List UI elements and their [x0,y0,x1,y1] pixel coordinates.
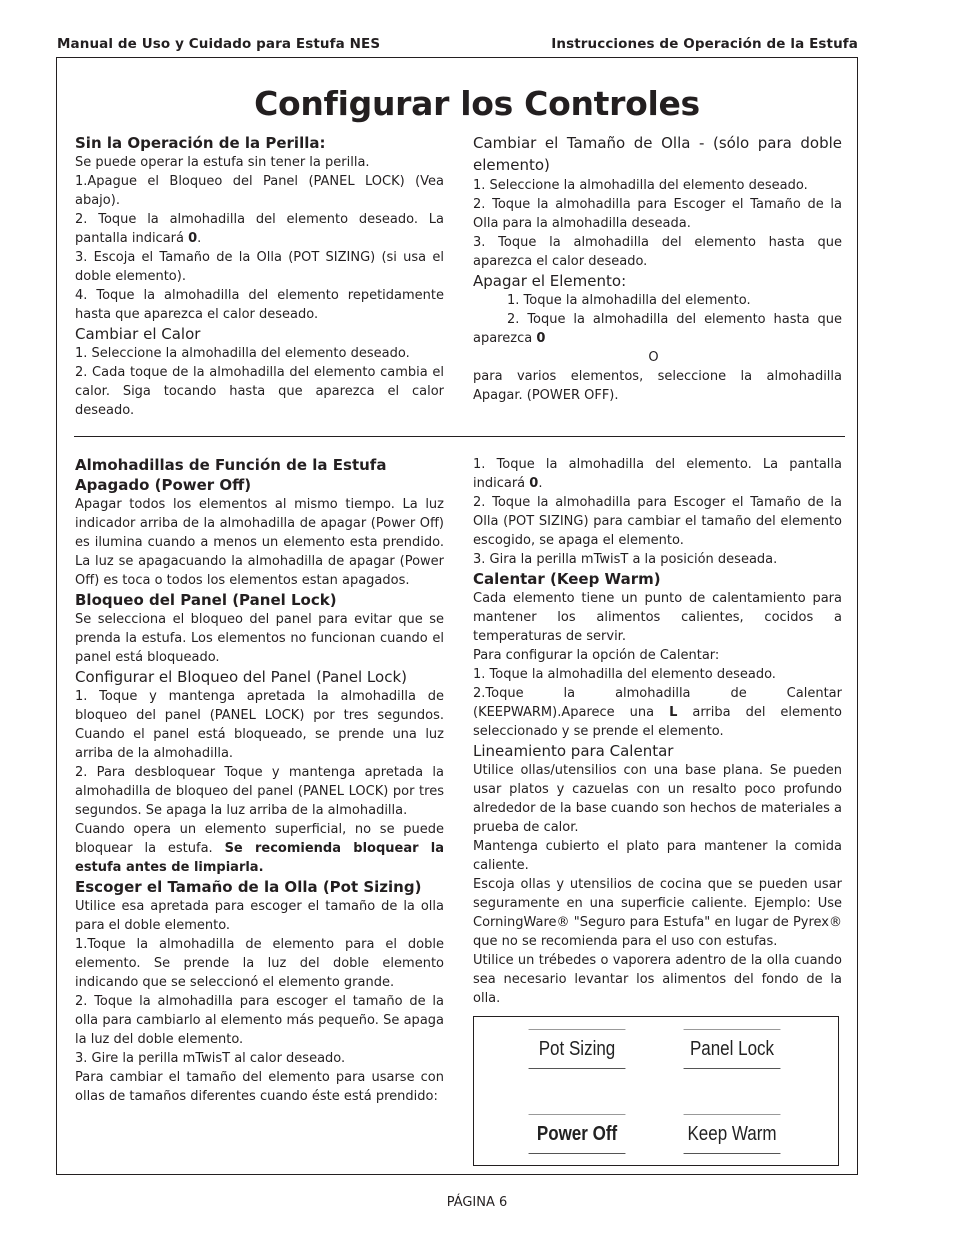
keep-warm-pad: Keep Warm [684,1114,781,1154]
step-2: 2. Toque la almohadilla del elemento hasta que aparezca 0 [473,312,842,346]
heading-pot-sizing: Escoger el Tamaño de la Olla (Pot Sizing) [75,878,422,896]
paragraph: para varios elementos, seleccione la almohadilla Apagar. (POWER OFF). [473,369,842,403]
step-2: 2. Toque la almohadilla para Escoger el Tamaño de la Olla (POT SIZING) para cambiar el tamaño del elemento escogido, se apaga el elemento. [473,495,842,548]
paragraph: Escoja ollas y utensilios de cocina que se pueden usar seguramente en una superficie caliente. Ejemplo: Use CorningWare® "Seguro para Estufa" en lugar de Pyrex® que no se recomienda para el uso con estufas. [473,877,842,949]
paragraph: Cuando opera un elemento superficial, no se puede bloquear la estufa. Se recomienda bloquear la estufa antes de limpiarla. [75,822,444,875]
panel-lock-pad: Panel Lock [684,1029,781,1069]
step-3: 3. Gire la perilla mTwisT al calor deseado. [75,1051,346,1066]
heading-panel-lock: Bloqueo del Panel (Panel Lock) [75,591,337,609]
step-2: 2. Toque la almohadilla del elemento deseado. La pantalla indicará 0. [75,212,444,246]
heading-sin-perilla: Sin la Operación de la Perilla: [75,134,326,152]
paragraph: Apagar todos los elementos al mismo tiempo. La luz indicador arriba de la almohadilla de apagar (Power Off) es ilumina cuando a menos un elemento esta prendido. La luz se apagacuando la almohadilla de apagar (Power Off) es toca o todos los elementos estan apagados. [75,497,444,588]
paragraph: Utilice ollas/utensilios con una base plana. Se pueden usar platos y cazuelas con un resalto poco profundo alrededor de la base cuando son hechos de materiales a prueba de calor. [473,763,842,835]
subheading-apagar-elemento: Apagar el Elemento: [473,272,627,290]
pot-sizing-pad: Pot Sizing [529,1029,626,1069]
top-right-column [473,132,842,405]
or-separator: O [648,350,659,365]
control-panel-illustration [473,1016,839,1166]
subheading-cambiar-calor: Cambiar el Calor [75,325,201,343]
bottom-right-column [473,455,842,1008]
step-2: 2. Toque la almohadilla para Escoger el Tamaño de la Olla para la almohadilla deseada. [473,197,842,231]
section-divider [74,436,845,437]
step-1: 1. Seleccione la almohadilla del elemento deseado. [75,346,410,361]
step-1: 1. Toque la almohadilla del elemento. La pantalla indicará 0. [473,457,842,491]
step-1: 1. Toque la almohadilla del elemento deseado. [473,667,776,682]
heading-almohadillas: Almohadillas de Función de la Estufa [75,456,387,474]
step-2: 2. Para desbloquear Toque y mantenga apretada la almohadilla de bloqueo del panel (PANEL LOCK) por tres segundos. Se apaga la luz arriba de la almohadilla. [75,765,444,818]
heading-power-off: Apagado (Power Off) [75,476,252,494]
step-4: 4. Toque la almohadilla del elemento repetidamente hasta que aparezca el calor deseado. [75,288,444,322]
step-2: 2.Toque la almohadilla de Calentar (KEEPWARM).Aparece una L arriba del elemento seleccionado y se prende el elemento. [473,686,842,739]
step-3: 3. Escoja el Tamaño de la Olla (POT SIZING) (si usa el doble elemento). [75,250,444,284]
header-manual-title: Manual de Uso y Cuidado para Estufa NES [57,36,381,52]
step-1: 1. Toque la almohadilla del elemento. [507,293,751,308]
step-1: 1. Toque y mantenga apretada la almohadilla de bloqueo del panel (PANEL LOCK) por tres segundos. Cuando el panel está bloqueado, se prende una luz arriba de la almohadilla. [75,689,444,761]
subheading-lineamiento: Lineamiento para Calentar [473,742,674,760]
power-off-pad: Power Off [529,1114,626,1154]
step-2: 2. Toque la almohadilla para escoger el tamaño de la olla para cambiarlo al elemento más pequeño. Se apaga la luz del doble elemento. [75,994,444,1047]
step-1: 1.Apague el Bloqueo del Panel (PANEL LOCK) (Vea abajo). [75,174,444,208]
paragraph: Para cambiar el tamaño del elemento para usarse con ollas de tamaños diferentes cuando éste está prendido: [75,1070,444,1104]
page-title: Configurar los Controles [254,84,700,123]
paragraph: Utilice esa apretada para escoger el tamaño de la olla para el doble elemento. [75,899,444,933]
header-section-title: Instrucciones de Operación de la Estufa [551,36,858,52]
step-3: 3. Toque la almohadilla del elemento hasta que aparezca el calor deseado. [473,235,842,269]
heading-keep-warm: Calentar (Keep Warm) [473,570,661,588]
step-3: 3. Gira la perilla mTwisT a la posición deseada. [473,552,778,567]
paragraph: Para configurar la opción de Calentar: [473,648,720,663]
paragraph: Se selecciona el bloqueo del panel para evitar que se prenda la estufa. Los elementos no funcionan cuando el panel está bloqueado. [75,612,444,665]
subheading-cambiar-tamano: Cambiar el Tamaño de Olla - (sólo para doble elemento) [473,134,842,174]
paragraph: Utilice un trébedes o vaporera adentro de la olla cuando sea necesario levantar los alimentos del fondo de la olla. [473,953,842,1006]
top-left-column [75,133,444,420]
step-1: 1.Toque la almohadilla de elemento para el doble elemento. Se prende la luz del doble elemento indicando que se seleccionó el elemento grande. [75,937,444,990]
bottom-left-column [75,455,444,1106]
subheading-configurar-bloqueo: Configurar el Bloqueo del Panel (Panel Lock) [75,668,407,686]
step-2: 2. Cada toque de la almohadilla del elemento cambia el calor. Siga tocando hasta que aparezca el calor deseado. [75,365,444,418]
paragraph: Cada elemento tiene un punto de calentamiento para mantener los alimentos calientes, cocidos a temperaturas de servir. [473,591,842,644]
paragraph: Se puede operar la estufa sin tener la perilla. [75,155,370,170]
page-number: PÁGINA 6 [446,1195,508,1210]
paragraph: Mantenga cubierto el plato para mantener la comida caliente. [473,839,842,873]
step-1: 1. Seleccione la almohadilla del elemento deseado. [473,178,808,193]
